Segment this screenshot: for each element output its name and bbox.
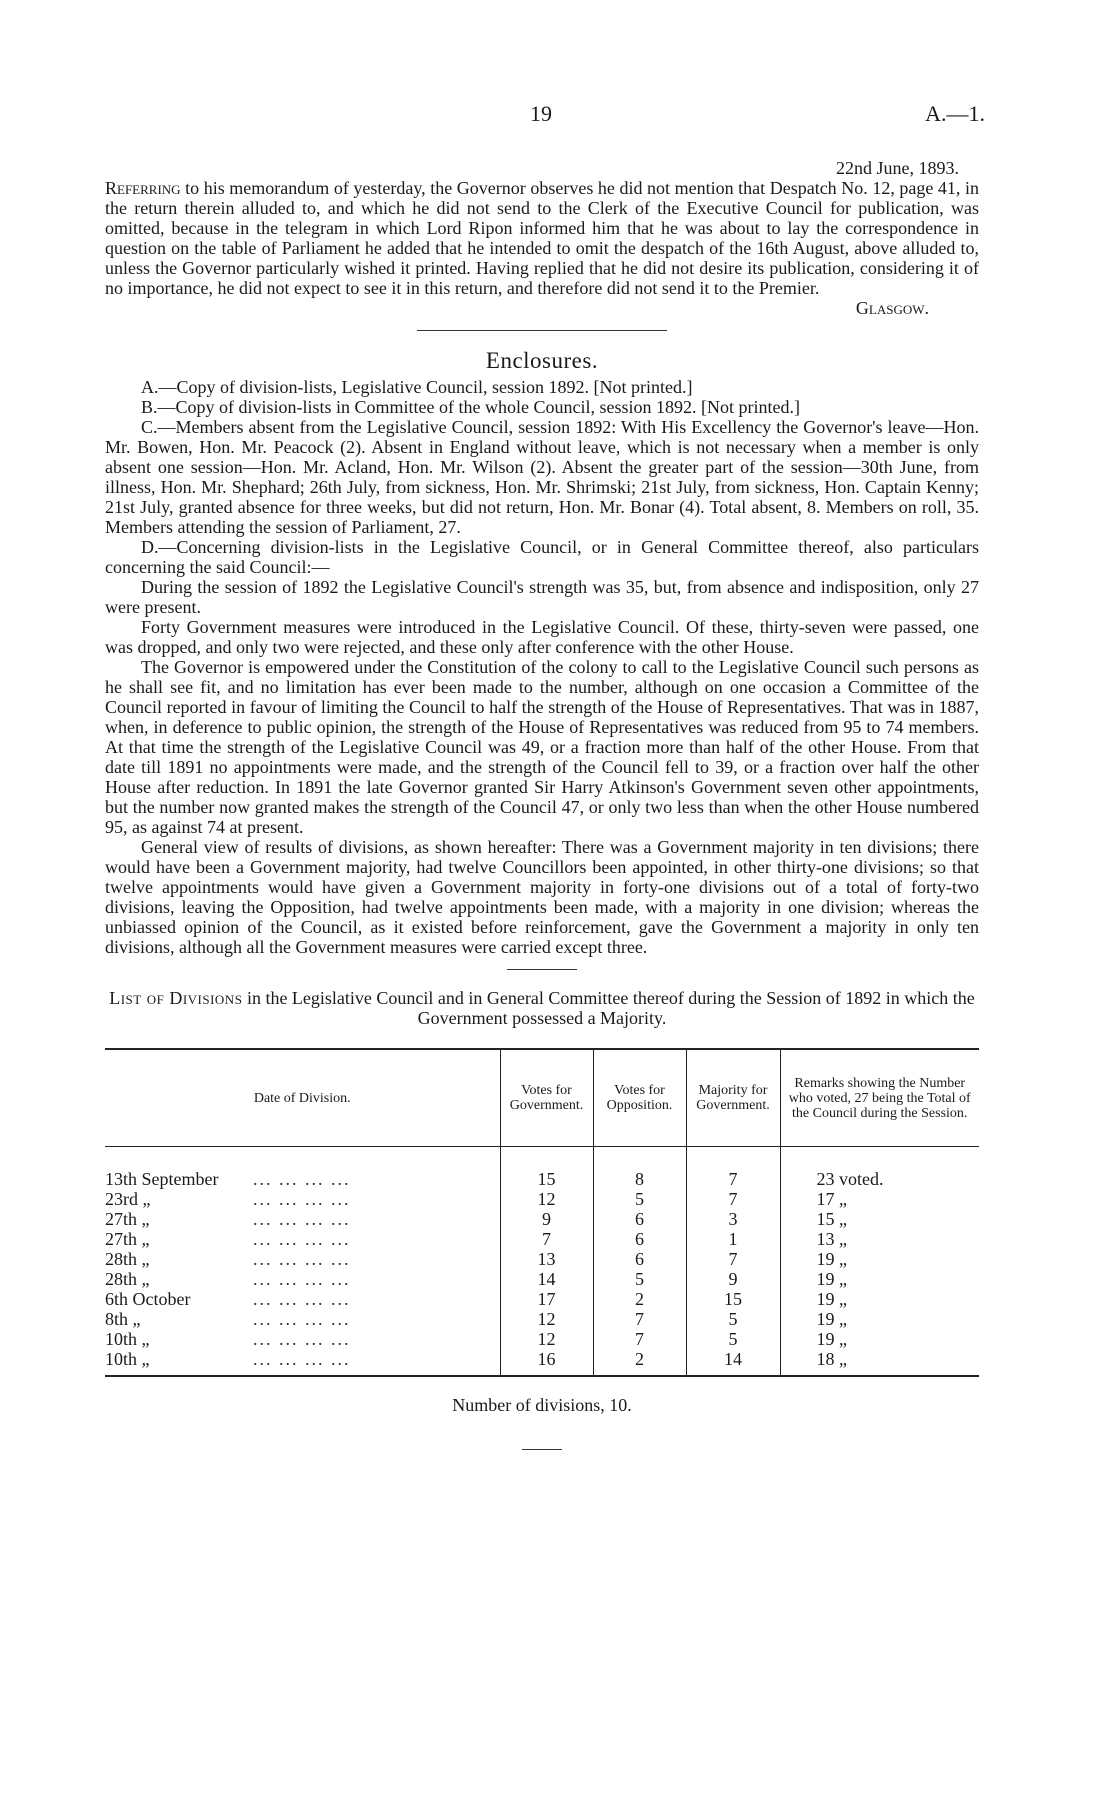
table-row <box>105 1349 979 1376</box>
memo-signature: Glasgow. <box>855 298 929 318</box>
division-date: 23rd „ <box>105 1189 151 1209</box>
section-divider <box>507 969 577 970</box>
cell-votes-for: 16 <box>500 1349 593 1376</box>
cell-majority: 5 <box>686 1329 780 1349</box>
cell-votes-for: 14 <box>500 1269 593 1289</box>
enclosures-heading: Enclosures. <box>485 348 599 373</box>
cell-votes-against: 7 <box>593 1309 686 1329</box>
memo-date: 22nd June, 1893. <box>836 158 959 178</box>
cell-date <box>105 1289 500 1309</box>
enclosure-b: B.—Copy of division-lists in Committee of the whole Council, session 1892. [Not printed.] <box>141 397 800 417</box>
leader-dots: ... ... ... ... <box>253 1329 351 1349</box>
memo-signature-line <box>105 298 979 318</box>
table-row <box>105 1289 979 1309</box>
cell-votes-for: 9 <box>500 1209 593 1229</box>
leader-dots: ... ... ... ... <box>253 1209 351 1229</box>
cell-remarks: 23 voted. <box>780 1147 979 1190</box>
division-count: Number of divisions, 10. <box>452 1395 632 1415</box>
closing-rule <box>522 1449 562 1450</box>
cell-majority: 14 <box>686 1349 780 1376</box>
cell-majority: 5 <box>686 1309 780 1329</box>
enclosure-d-paragraph: Forty Government measures were introduced in the Legislative Council. Of these, thirty-seven were passed, one was dropped, and only two were rejected, and these only after conference with the other House. <box>105 617 979 657</box>
page-header <box>105 101 985 138</box>
leader-dots: ... ... ... ... <box>253 1229 351 1249</box>
table-row <box>105 1269 979 1289</box>
division-table <box>105 1048 979 1377</box>
cell-date <box>105 1329 500 1349</box>
cell-remarks: 19 „ <box>780 1269 979 1289</box>
cell-date <box>105 1147 500 1190</box>
memo-text: to his memorandum of yesterday, the Governor observes he did not mention that Despatch No. 12, page 41, in the return therein alluded to, and which he did not send to the Clerk of the Executive Council for publication, was omitted, because in the telegram in which Lord Ripon informed him that he was about to lay the correspondence in question on the table of Parliament he added that he intended to omit the despatch of the 16th August, above alluded to, unless the Governor particularly wished it printed. Having replied that he did not desire its publication, considering it of no importance, he did not expect to see it in this return, and therefore did not send it to the Premier. <box>105 178 979 298</box>
cell-remarks: 18 „ <box>780 1349 979 1376</box>
division-list-section <box>105 988 979 1450</box>
cell-date <box>105 1229 500 1249</box>
division-date: 6th October <box>105 1289 191 1309</box>
cell-votes-for: 12 <box>500 1189 593 1209</box>
cell-votes-against: 2 <box>593 1289 686 1309</box>
cell-remarks: 19 „ <box>780 1329 979 1349</box>
cell-votes-against: 5 <box>593 1189 686 1209</box>
cell-votes-for: 17 <box>500 1289 593 1309</box>
cell-remarks: 19 „ <box>780 1249 979 1269</box>
cell-votes-against: 6 <box>593 1229 686 1249</box>
cell-votes-against: 6 <box>593 1209 686 1229</box>
leader-dots: ... ... ... ... <box>253 1169 351 1189</box>
memorandum <box>105 158 979 318</box>
division-date: 27th „ <box>105 1229 150 1249</box>
table-row <box>105 1309 979 1329</box>
enclosures-section <box>105 348 979 957</box>
cell-remarks: 13 „ <box>780 1229 979 1249</box>
cell-majority: 9 <box>686 1269 780 1289</box>
leader-dots: ... ... ... ... <box>253 1189 351 1209</box>
leader-dots: ... ... ... ... <box>253 1269 351 1289</box>
cell-remarks: 19 „ <box>780 1309 979 1329</box>
series-reference: A.—1. <box>925 101 985 126</box>
column-header-date: Date of Division. <box>105 1049 500 1147</box>
cell-majority: 7 <box>686 1147 780 1190</box>
division-date: 27th „ <box>105 1209 150 1229</box>
cell-date <box>105 1269 500 1289</box>
cell-date <box>105 1209 500 1229</box>
column-header-votes-for: Votes for Government. <box>500 1049 593 1147</box>
cell-votes-against: 5 <box>593 1269 686 1289</box>
division-list-title-rest: in the Legislative Council and in General Committee thereof during the Session of 1892 in which the Government possessed a Majority. <box>242 988 975 1028</box>
memo-lead-word: Referring <box>105 178 181 198</box>
cell-votes-for: 12 <box>500 1309 593 1329</box>
cell-remarks: 19 „ <box>780 1289 979 1309</box>
leader-dots: ... ... ... ... <box>253 1309 351 1329</box>
cell-votes-for: 7 <box>500 1229 593 1249</box>
leader-dots: ... ... ... ... <box>253 1289 351 1309</box>
cell-remarks: 17 „ <box>780 1189 979 1209</box>
page-number: 19 <box>530 101 552 126</box>
cell-majority: 7 <box>686 1189 780 1209</box>
column-header-majority: Majority for Government. <box>686 1049 780 1147</box>
division-list-title-lead: List of Divisions <box>109 988 243 1008</box>
cell-date <box>105 1349 500 1376</box>
cell-majority: 3 <box>686 1209 780 1229</box>
column-header-votes-against: Votes for Opposition. <box>593 1049 686 1147</box>
enclosure-d-intro: D.—Concerning division-lists in the Legislative Council, or in General Committee thereof, also particulars concerning the said Council:— <box>105 537 979 577</box>
leader-dots: ... ... ... ... <box>253 1349 351 1369</box>
enclosure-d-paragraph: The Governor is empowered under the Constitution of the colony to call to the Legislative Council such persons as he shall see fit, and no limitation has ever been made to the number, although on one occasion a Committee of the Council reported in favour of limiting the Council to half the strength of the House of Representatives. That was in 1887, when, in deference to public opinion, the strength of the House of Representatives was reduced from 95 to 74 members. At that time the strength of the Legislative Council was 49, or a fraction more than half of the other House. From that date till 1891 no appointments were made, and the strength of the Council fell to 39, or a fraction over half the other House after reduction. In 1891 the late Governor granted Sir Harry Atkinson's Government seven other appointments, but the number now granted makes the strength of the Council 47, or only two less than when the other House numbered 95, as against 74 at present. <box>105 657 979 837</box>
division-date: 13th September <box>105 1169 219 1189</box>
division-date: 28th „ <box>105 1269 150 1289</box>
cell-votes-for: 13 <box>500 1249 593 1269</box>
cell-votes-against: 7 <box>593 1329 686 1349</box>
cell-date <box>105 1249 500 1269</box>
cell-votes-against: 2 <box>593 1349 686 1376</box>
table-row <box>105 1189 979 1209</box>
memo-body <box>105 178 979 298</box>
enclosure-d-paragraph: During the session of 1892 the Legislative Council's strength was 35, but, from absence and indisposition, only 27 were present. <box>105 577 979 617</box>
table-row <box>105 1229 979 1249</box>
enclosure-a: A.—Copy of division-lists, Legislative Council, session 1892. [Not printed.] <box>141 377 693 397</box>
cell-date <box>105 1309 500 1329</box>
cell-votes-for: 12 <box>500 1329 593 1349</box>
table-row <box>105 1329 979 1349</box>
table-row <box>105 1147 979 1190</box>
table-row <box>105 1249 979 1269</box>
cell-remarks: 15 „ <box>780 1209 979 1229</box>
table-row <box>105 1209 979 1229</box>
division-list-title <box>105 988 979 1028</box>
section-divider <box>417 330 667 331</box>
division-date: 10th „ <box>105 1329 150 1349</box>
division-date: 10th „ <box>105 1349 150 1369</box>
leader-dots: ... ... ... ... <box>253 1249 351 1269</box>
cell-majority: 7 <box>686 1249 780 1269</box>
division-date: 8th „ <box>105 1309 141 1329</box>
cell-votes-against: 6 <box>593 1249 686 1269</box>
division-date: 28th „ <box>105 1249 150 1269</box>
document-page <box>105 101 985 1464</box>
cell-majority: 15 <box>686 1289 780 1309</box>
enclosure-d-paragraph: General view of results of divisions, as shown hereafter: There was a Government majority in ten divisions; there would have been a Government majority, had twelve Councillors been appointed, in other thirty-one divisions; so that twelve appointments would have given a Government majority in forty-one divisions out of a total of forty-two divisions, leaving the Opposition, had twelve appointments been made, with a majority in one division; whereas the unbiassed opinion of the Council, as it existed before reinforcement, gave the Government a majority in only ten divisions, although all the Government measures were carried except three. <box>105 837 979 957</box>
cell-votes-for: 15 <box>500 1147 593 1190</box>
enclosure-c: C.—Members absent from the Legislative Council, session 1892: With His Excellency the Governor's leave—Hon. Mr. Bowen, Hon. Mr. Peacock (2). Absent in England without leave, which is not necessary when a member is only absent one session—Hon. Mr. Acland, Hon. Mr. Wilson (2). Absent the greater part of the session—30th June, from illness, Hon. Mr. Shephard; 26th July, from sickness, Hon. Mr. Shrimski; 21st July, from sickness, Hon. Captain Kenny; 21st July, granted absence for three weeks, but did not return, Hon. Mr. Bonar (4). Total absent, 8. Members on roll, 35. Members attending the session of Parliament, 27. <box>105 417 979 537</box>
cell-votes-against: 8 <box>593 1147 686 1190</box>
cell-majority: 1 <box>686 1229 780 1249</box>
cell-date <box>105 1189 500 1209</box>
table-header-row <box>105 1049 979 1147</box>
column-header-remarks: Remarks showing the Number who voted, 27 being the Total of the Council during the Session. <box>780 1049 979 1147</box>
division-table-body <box>105 1147 979 1377</box>
